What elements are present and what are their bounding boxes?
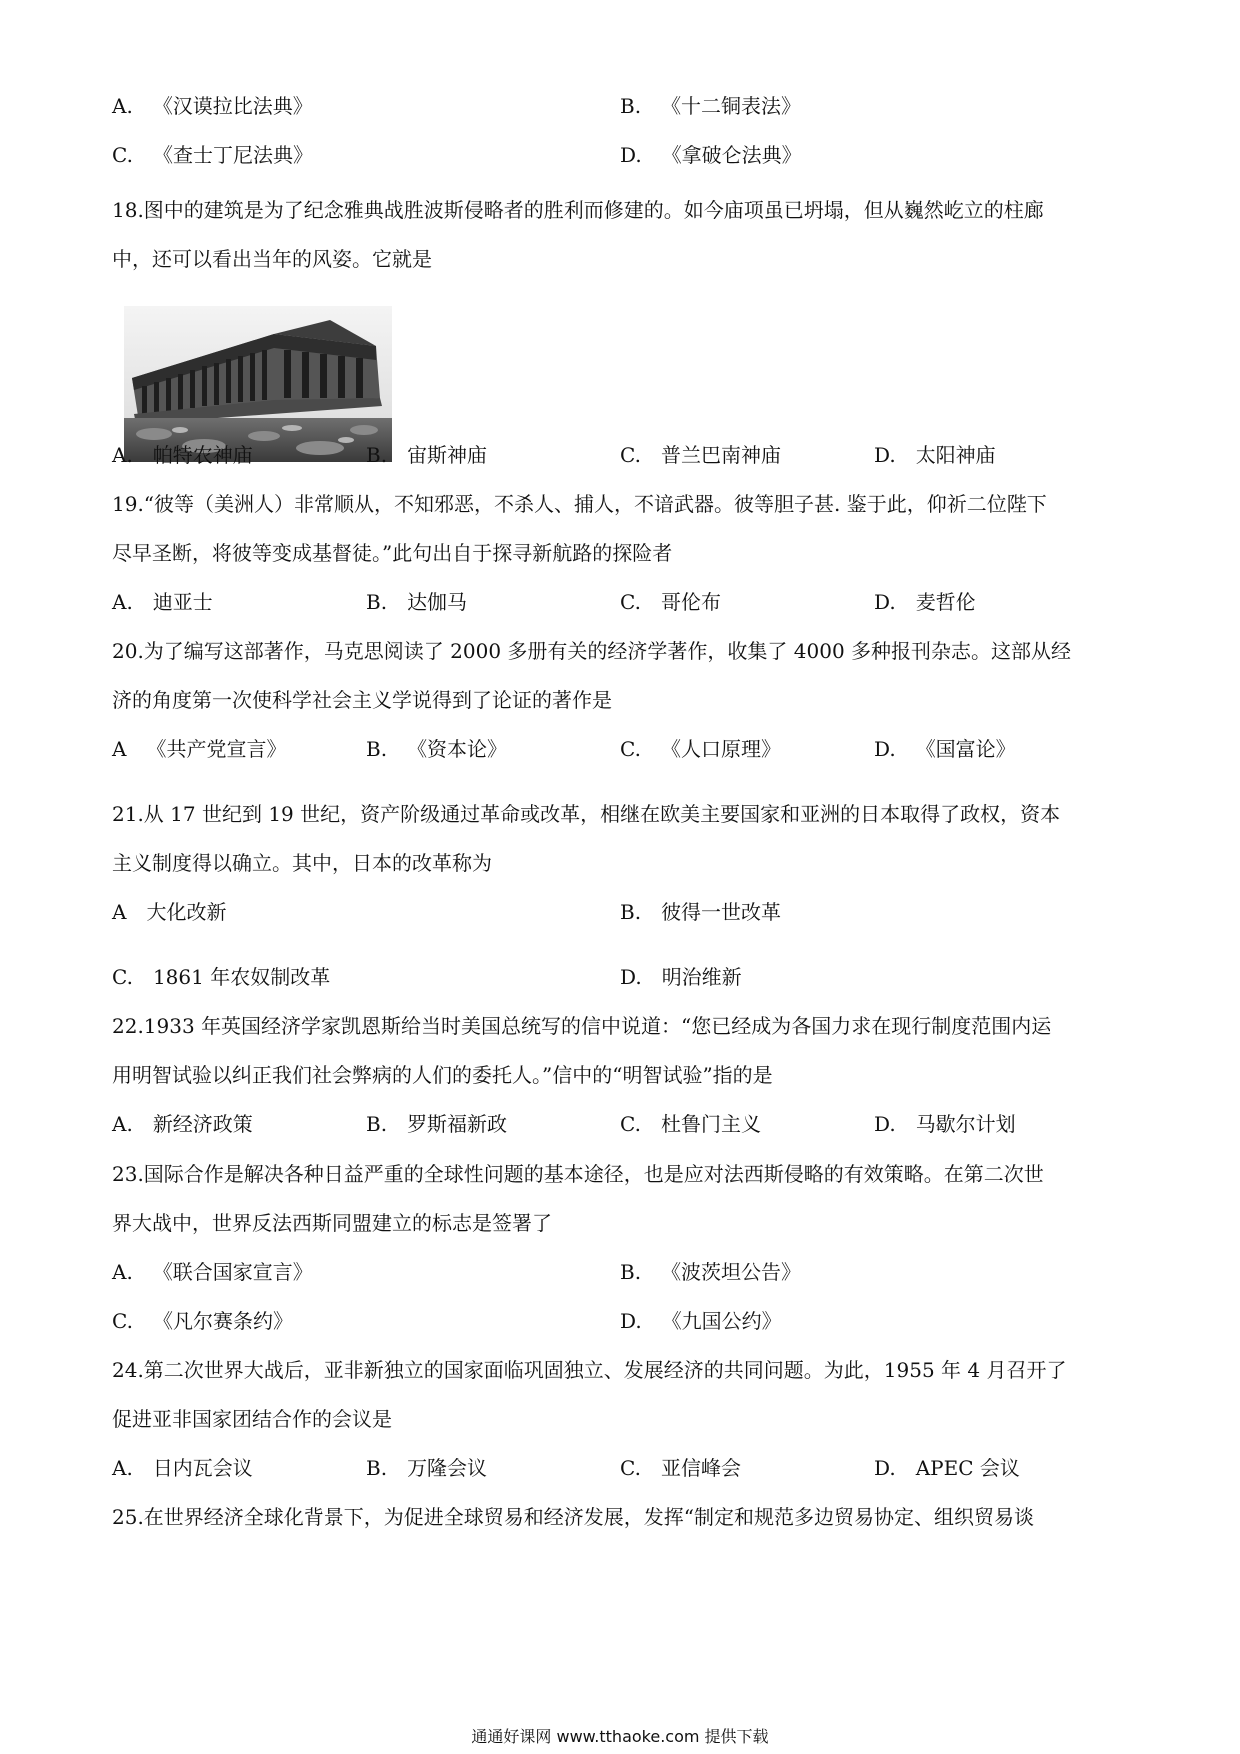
option-label: D. <box>874 590 896 614</box>
option-text: 麦哲伦 <box>915 590 976 614</box>
option-text: 《拿破仑法典》 <box>661 143 802 167</box>
option-text: 《国富论》 <box>915 737 1016 761</box>
q19-stem-line-2: 尽早圣断，将彼等变成基督徒。”此句出自于探寻新航路的探险者 <box>112 541 673 565</box>
q21-option-b <box>620 898 781 926</box>
option-text: 《查士丁尼法典》 <box>152 143 313 167</box>
option-label: A. <box>112 1260 133 1284</box>
q22-option-c <box>620 1110 761 1138</box>
q24-option-b <box>366 1454 487 1482</box>
option-label: B. <box>366 1112 388 1136</box>
option-text: 1861 年农奴制改革 <box>152 965 331 989</box>
option-label: C. <box>112 965 133 989</box>
option-label: C. <box>112 1309 133 1333</box>
option-text: 《汉谟拉比法典》 <box>152 94 313 118</box>
q24-option-d <box>874 1454 1020 1482</box>
option-label: A <box>112 900 127 924</box>
q21-stem-line-2: 主义制度得以确立。其中，日本的改革称为 <box>112 851 492 875</box>
q23-option-a <box>112 1258 313 1286</box>
q21-option-a <box>112 898 226 926</box>
option-text: 普兰巴南神庙 <box>660 443 781 467</box>
option-label: A. <box>112 443 133 467</box>
q17-option-a <box>112 92 313 120</box>
q23-stem-line-2: 界大战中，世界反法西斯同盟建立的标志是签署了 <box>112 1211 552 1235</box>
q21-option-c <box>112 963 330 991</box>
option-label: C. <box>620 443 641 467</box>
option-text: 明治维新 <box>661 965 742 989</box>
q19-option-d <box>874 588 976 616</box>
q22-option-d <box>874 1110 1016 1138</box>
option-label: B. <box>366 737 388 761</box>
option-text: 日内瓦会议 <box>152 1456 253 1480</box>
option-label: A. <box>112 590 133 614</box>
option-label: C. <box>112 143 133 167</box>
q20-option-c <box>620 735 781 763</box>
q19-option-a <box>112 588 213 616</box>
option-label: B. <box>620 900 642 924</box>
option-label: B. <box>620 1260 642 1284</box>
q24-stem-line-2: 促进亚非国家团结合作的会议是 <box>112 1407 392 1431</box>
q21-stem-line-1: 21.从 17 世纪到 19 世纪，资产阶级通过革命或改革，相继在欧美主要国家和亚洲的日本取得了政权，资本 <box>112 802 1061 826</box>
option-label: C. <box>620 737 641 761</box>
option-label: A <box>112 737 127 761</box>
option-label: B. <box>620 94 642 118</box>
option-label: A. <box>112 1456 133 1480</box>
q20-stem-line-2: 济的角度第一次使科学社会主义学说得到了论证的著作是 <box>112 688 612 712</box>
option-text: 达伽马 <box>407 590 468 614</box>
q18-option-d <box>874 441 996 469</box>
option-label: C. <box>620 1112 641 1136</box>
option-label: B. <box>366 590 388 614</box>
option-label: D. <box>620 143 642 167</box>
q18-option-b <box>366 441 487 469</box>
q21-option-d <box>620 963 742 991</box>
q24-stem-line-1: 24.第二次世界大战后，亚非新独立的国家面临巩固独立、发展经济的共同问题。为此，1955 年 4 月召开了 <box>112 1358 1067 1382</box>
option-text: 迪亚士 <box>152 590 213 614</box>
option-text: 《人口原理》 <box>660 737 781 761</box>
option-text: 万隆会议 <box>407 1456 488 1480</box>
option-text: 马歇尔计划 <box>915 1112 1016 1136</box>
option-label: D. <box>874 1112 896 1136</box>
option-label: A. <box>112 1112 133 1136</box>
q23-option-c <box>112 1307 293 1335</box>
option-label: D. <box>620 1309 642 1333</box>
q19-option-c <box>620 588 721 616</box>
option-label: D. <box>874 1456 896 1480</box>
option-text: 罗斯福新政 <box>407 1112 508 1136</box>
q17-option-c <box>112 141 313 169</box>
q20-option-a <box>112 735 286 763</box>
q23-stem-line-1: 23.国际合作是解决各种日益严重的全球性问题的基本途径，也是应对法西斯侵略的有效策略。在第二次世 <box>112 1162 1044 1186</box>
option-text: 《波茨坦公告》 <box>661 1260 802 1284</box>
option-text: 《共产党宣言》 <box>146 737 287 761</box>
q25-stem-line-1: 25.在世界经济全球化背景下，为促进全球贸易和经济发展，发挥“制定和规范多边贸易协定、组织贸易谈 <box>112 1505 1035 1529</box>
option-text: 太阳神庙 <box>915 443 996 467</box>
option-text: 《资本论》 <box>407 737 508 761</box>
option-text: APEC 会议 <box>915 1456 1020 1480</box>
option-text: 大化改新 <box>146 900 227 924</box>
q19-stem-line-1: 19.“彼等（美洲人）非常顺从，不知邪恶，不杀人、捕人，不谙武器。彼等胆子甚. 鉴于此，仰祈二位陛下 <box>112 492 1047 516</box>
q22-stem-line-2: 用明智试验以纠正我们社会弊病的人们的委托人。”信中的“明智试验”指的是 <box>112 1063 773 1087</box>
option-label: C. <box>620 1456 641 1480</box>
option-label: D. <box>874 737 896 761</box>
option-label: A. <box>112 94 133 118</box>
option-text: 《联合国家宣言》 <box>152 1260 313 1284</box>
option-text: 《十二铜表法》 <box>661 94 802 118</box>
q19-option-b <box>366 588 467 616</box>
option-label: D. <box>620 965 642 989</box>
q18-option-a <box>112 441 253 469</box>
option-label: C. <box>620 590 641 614</box>
q20-option-b <box>366 735 507 763</box>
q18-stem-line-1: 18.图中的建筑是为了纪念雅典战胜波斯侵略者的胜利而修建的。如今庙项虽已坍塌，但从巍然屹立的柱廊 <box>112 198 1044 222</box>
option-label: B. <box>366 443 388 467</box>
option-label: B. <box>366 1456 388 1480</box>
option-text: 宙斯神庙 <box>407 443 488 467</box>
q24-option-a <box>112 1454 253 1482</box>
option-text: 亚信峰会 <box>660 1456 741 1480</box>
option-text: 杜鲁门主义 <box>660 1112 761 1136</box>
q22-option-a <box>112 1110 253 1138</box>
option-text: 新经济政策 <box>152 1112 253 1136</box>
q17-option-d <box>620 141 802 169</box>
q20-stem-line-1: 20.为了编写这部著作，马克思阅读了 2000 多册有关的经济学著作，收集了 4000 多种报刊杂志。这部从经 <box>112 639 1072 663</box>
option-label: D. <box>874 443 896 467</box>
q18-option-c <box>620 441 781 469</box>
option-text: 彼得一世改革 <box>661 900 782 924</box>
q17-option-b <box>620 92 801 120</box>
page-footer: 通通好课网 www.tthaoke.com 提供下载 <box>471 1727 769 1746</box>
q18-stem-line-2: 中，还可以看出当年的风姿。它就是 <box>112 247 432 271</box>
option-text: 帕特农神庙 <box>152 443 253 467</box>
parthenon-photo <box>124 306 392 462</box>
q22-option-b <box>366 1110 507 1138</box>
q24-option-c <box>620 1454 741 1482</box>
option-text: 《九国公约》 <box>661 1309 782 1333</box>
q23-option-d <box>620 1307 782 1335</box>
q23-option-b <box>620 1258 801 1286</box>
q22-stem-line-1: 22.1933 年英国经济学家凯恩斯给当时美国总统写的信中说道：“您已经成为各国力求在现行制度范围内运 <box>112 1014 1052 1038</box>
parthenon-icon <box>124 306 392 462</box>
q20-option-d <box>874 735 1016 763</box>
option-text: 哥伦布 <box>660 590 721 614</box>
option-text: 《凡尔赛条约》 <box>152 1309 293 1333</box>
